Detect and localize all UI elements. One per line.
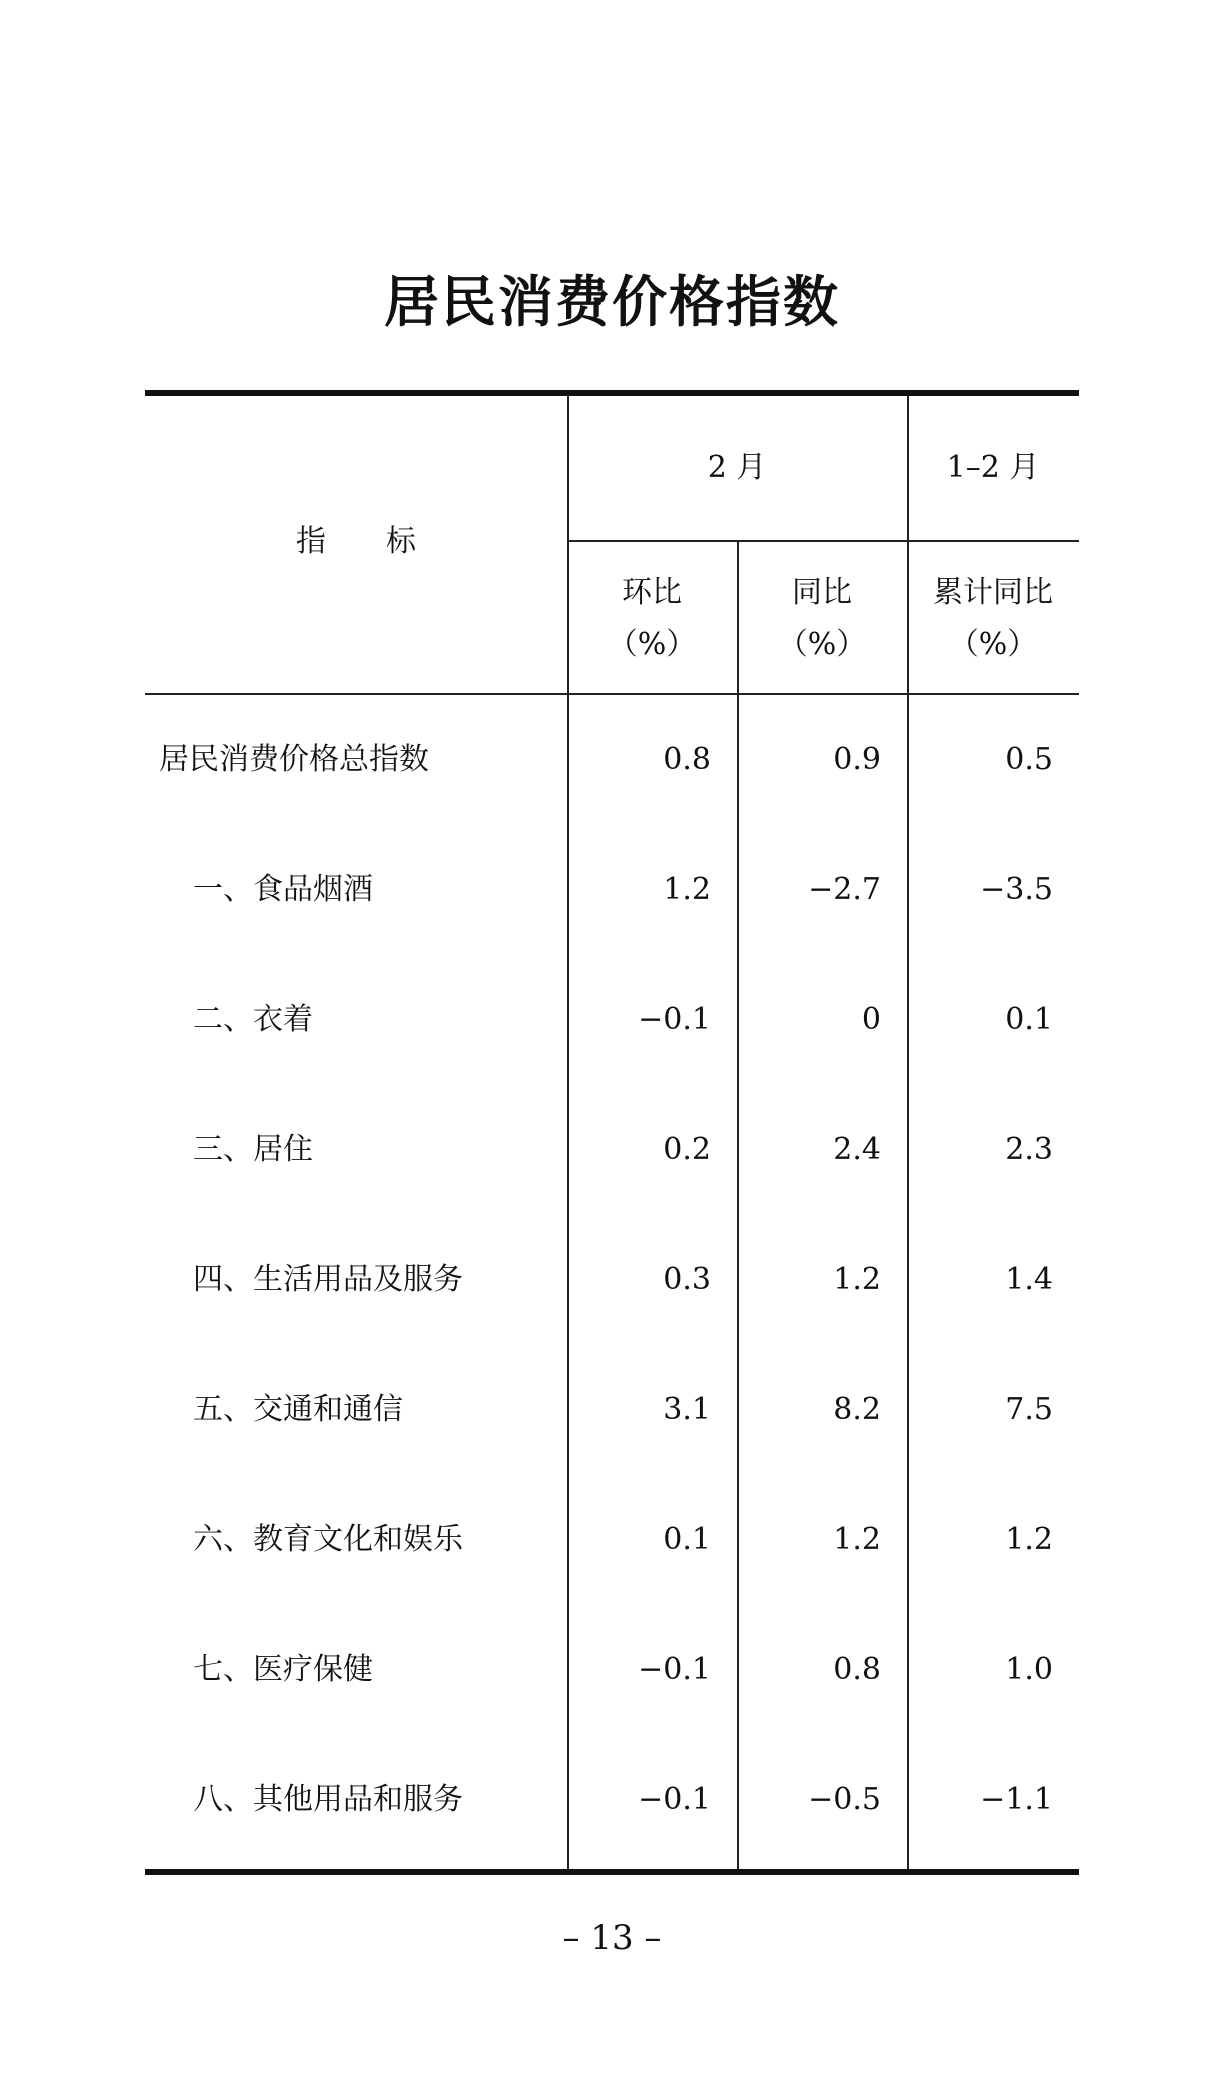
header-group-cumulative: 1–2 月 <box>946 450 1040 485</box>
row-mom: 0.8 <box>663 742 711 777</box>
row-mom: 1.2 <box>663 872 711 907</box>
row-mom: −0.1 <box>638 1002 711 1037</box>
table-top-rule <box>145 390 1079 396</box>
row-label: 七、医疗保健 <box>193 1652 373 1687</box>
row-cumulative: −1.1 <box>980 1782 1053 1817</box>
row-label: 一、食品烟酒 <box>193 872 373 907</box>
table-bottom-rule <box>145 1869 1079 1875</box>
row-cumulative: 1.4 <box>1005 1262 1053 1297</box>
row-mom: 0.1 <box>663 1522 711 1557</box>
row-mom: 3.1 <box>663 1392 711 1427</box>
row-yoy: 1.2 <box>833 1522 881 1557</box>
row-cumulative: 1.0 <box>1005 1652 1053 1687</box>
row-label: 三、居住 <box>193 1132 313 1167</box>
header-yoy-label: 同比 <box>792 575 852 610</box>
row-yoy: 1.2 <box>833 1262 881 1297</box>
row-cumulative: 2.3 <box>1005 1132 1053 1167</box>
header-group-month: 2 月 <box>707 450 767 485</box>
row-mom: 0.2 <box>663 1132 711 1167</box>
row-label: 五、交通和通信 <box>193 1392 403 1427</box>
row-yoy: 0.9 <box>833 742 881 777</box>
header-mom-unit: （%） <box>607 627 697 662</box>
header-mom-label: 环比 <box>622 575 682 610</box>
header-indicator: 指 标 <box>296 524 416 559</box>
row-cumulative: 7.5 <box>1005 1392 1053 1427</box>
row-label: 六、教育文化和娱乐 <box>193 1522 463 1557</box>
row-yoy: 0 <box>861 1002 881 1037</box>
row-yoy: −2.7 <box>808 872 881 907</box>
row-label: 二、衣着 <box>193 1002 313 1037</box>
row-mom: 0.3 <box>663 1262 711 1297</box>
page-title: 居民消费价格指数 <box>383 270 840 334</box>
row-yoy: −0.5 <box>808 1782 881 1817</box>
page-number: – 13 – <box>562 1918 662 1958</box>
row-cumulative: 1.2 <box>1005 1522 1053 1557</box>
row-mom: −0.1 <box>638 1652 711 1687</box>
column-divider-yoy <box>907 396 909 1869</box>
row-label: 居民消费价格总指数 <box>159 742 429 777</box>
row-cumulative: 0.1 <box>1005 1002 1053 1037</box>
header-yoy-unit: （%） <box>777 627 867 662</box>
row-yoy: 2.4 <box>833 1132 881 1167</box>
row-yoy: 0.8 <box>833 1652 881 1687</box>
row-yoy: 8.2 <box>833 1392 881 1427</box>
cpi-table <box>145 390 1079 1875</box>
header-group-divider <box>567 540 1079 542</box>
header-cumulative-label: 累计同比 <box>933 575 1053 610</box>
row-mom: −0.1 <box>638 1782 711 1817</box>
row-cumulative: −3.5 <box>980 872 1053 907</box>
row-label: 四、生活用品及服务 <box>193 1262 463 1297</box>
header-bottom-rule <box>145 693 1079 695</box>
header-cumulative-unit: （%） <box>948 627 1038 662</box>
row-label: 八、其他用品和服务 <box>193 1782 463 1817</box>
row-cumulative: 0.5 <box>1005 742 1053 777</box>
column-divider-indicator <box>567 396 569 1869</box>
